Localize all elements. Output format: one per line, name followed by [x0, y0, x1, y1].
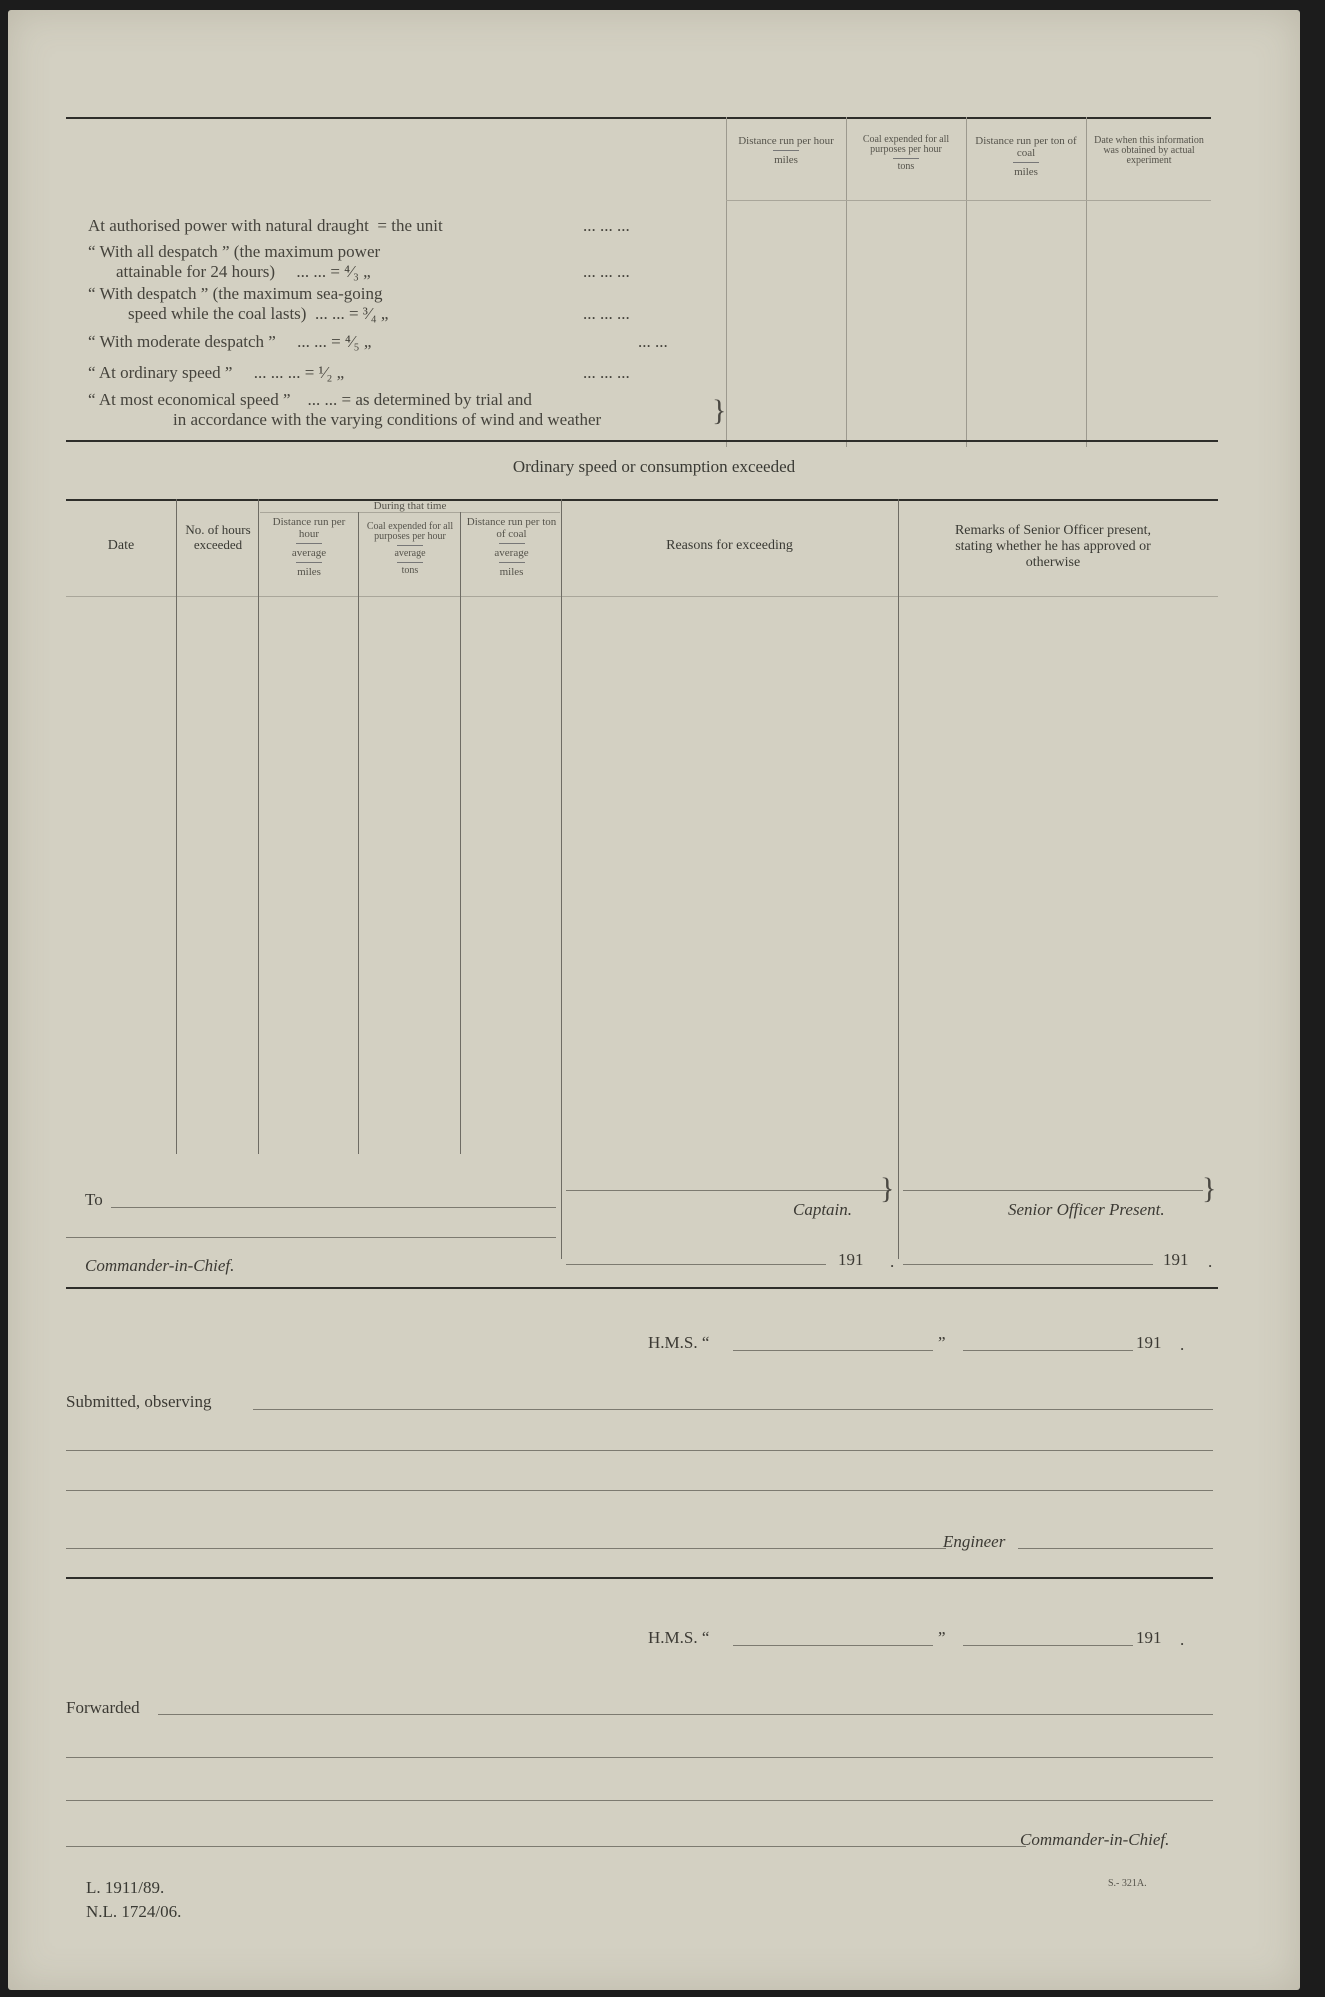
cinc-signature-field[interactable]: [66, 1846, 1026, 1847]
forwarded-field[interactable]: [158, 1714, 1213, 1715]
year: 191: [1136, 1628, 1162, 1647]
col-divider: [846, 117, 847, 447]
senior-officer-label: Senior Officer Present.: [1008, 1200, 1165, 1219]
to-field[interactable]: [111, 1207, 556, 1208]
speed-row-ordinary: “ At ordinary speed ” ... ... ... = ¹⁄₂ „: [88, 363, 345, 382]
col-divider: [460, 512, 461, 1154]
col-date: Date: [107, 538, 135, 553]
speed-row-economical: “ At most economical speed ” ... ... = as determined by trial and: [88, 390, 532, 409]
brace: }: [880, 1172, 895, 1205]
year: 191: [1136, 1333, 1162, 1352]
leader-dots: ... ... ...: [583, 363, 630, 382]
exceeded-bottom-rule: [66, 1287, 1218, 1289]
leader-dots: ... ... ...: [583, 216, 630, 235]
col-remarks: Remarks of Senior Officer present, stating whether he has approved or otherwise: [954, 523, 1152, 570]
speed-row-all-despatch-cont: attainable for 24 hours) ... ... = ⁴⁄₃ „: [116, 262, 371, 281]
col-divider: [898, 499, 899, 1259]
reference-2: N.L. 1724/06.: [86, 1902, 182, 1921]
col-reasons: Reasons for exceeding: [666, 538, 793, 553]
reference-1: L. 1911/89.: [86, 1878, 165, 1897]
header-date-obtained: Date when this information was obtained by actual experiment: [1094, 135, 1204, 166]
to-label: To: [85, 1190, 103, 1209]
section-title: Ordinary speed or consumption exceeded: [512, 457, 796, 476]
period: .: [1208, 1252, 1213, 1271]
period: .: [1180, 1335, 1185, 1354]
header-distance-per-ton: Distance run per ton of coal miles: [975, 135, 1077, 178]
form-page: [8, 10, 1300, 1990]
cinc-label: Commander-in-Chief.: [85, 1256, 235, 1275]
engineer-signature-field[interactable]: [66, 1548, 946, 1549]
leader-dots: ... ... ...: [583, 262, 630, 281]
col-per-ton-avg: Distance run per ton of coal average miles: [466, 516, 557, 578]
top-table-bottom-rule: [66, 440, 1218, 442]
period: .: [1180, 1630, 1185, 1649]
captain-label: Captain.: [793, 1200, 853, 1219]
col-divider: [966, 117, 967, 447]
col-coal-avg: Coal expended for all purposes per hour average tons: [366, 521, 454, 576]
forwarded-field-line-3[interactable]: [66, 1800, 1213, 1801]
captain-field[interactable]: [566, 1190, 891, 1191]
header-coal-per-hour: Coal expended for all purposes per hour tons: [862, 134, 950, 172]
header-distance-per-hour: Distance run per hour miles: [738, 135, 834, 166]
exceeded-top-rule: [66, 499, 1218, 501]
hms-label: H.M.S. “: [648, 1628, 710, 1647]
close-quote: ”: [938, 1333, 946, 1352]
senior-date-field[interactable]: [903, 1264, 1153, 1265]
brace: }: [712, 394, 727, 427]
ship-name-field[interactable]: [733, 1645, 933, 1646]
exceeded-header-underline: [66, 596, 1218, 597]
leader-dots: ... ...: [638, 332, 668, 351]
close-quote: ”: [938, 1628, 946, 1647]
to-field-line-2[interactable]: [66, 1237, 556, 1238]
speed-row-despatch-cont: speed while the coal lasts) ... ... = ³⁄₄ „: [128, 304, 389, 323]
col-divider: [561, 499, 562, 1259]
col-divider: [258, 499, 259, 1154]
brace: }: [1202, 1172, 1217, 1205]
speed-row-despatch: “ With despatch ” (the maximum sea-going: [88, 284, 383, 303]
ship-name-field[interactable]: [733, 1350, 933, 1351]
captain-year: 191: [838, 1250, 864, 1269]
form-number: S.- 321A.: [1108, 1878, 1147, 1889]
speed-row-moderate: “ With moderate despatch ” ... ... = ⁴⁄₅ „: [88, 332, 372, 351]
submitted-label: Submitted, observing: [66, 1392, 212, 1411]
observing-field-line-3[interactable]: [66, 1490, 1213, 1491]
speed-row-authorised: At authorised power with natural draught = the unit: [88, 216, 443, 235]
top-rule: [66, 117, 1211, 119]
speed-row-economical-cont: in accordance with the varying conditions of wind and weather: [173, 410, 602, 429]
col-divider: [176, 499, 177, 1154]
observing-field-line-2[interactable]: [66, 1450, 1213, 1451]
col-divider: [1086, 117, 1087, 447]
period: .: [890, 1252, 895, 1271]
date-field[interactable]: [963, 1645, 1133, 1646]
col-hours: No. of hours exceeded: [185, 522, 251, 552]
forwarded-field-line-2[interactable]: [66, 1757, 1213, 1758]
col-divider: [358, 512, 359, 1154]
group-header: During that time: [373, 500, 447, 512]
submission-bottom-rule: [66, 1577, 1213, 1579]
leader-dots: ... ... ...: [583, 304, 630, 323]
date-field[interactable]: [963, 1350, 1133, 1351]
cinc-label: Commander-in-Chief.: [1020, 1830, 1170, 1849]
senior-year: 191: [1163, 1250, 1189, 1269]
engineer-field-end: [1018, 1548, 1213, 1549]
forwarded-label: Forwarded: [66, 1698, 140, 1717]
group-underline: [260, 512, 560, 513]
header-underline: [726, 200, 1211, 201]
engineer-label: Engineer: [943, 1532, 1006, 1551]
senior-officer-field[interactable]: [903, 1190, 1203, 1191]
captain-date-field[interactable]: [566, 1264, 826, 1265]
observing-field[interactable]: [253, 1409, 1213, 1410]
hms-label: H.M.S. “: [648, 1333, 710, 1352]
col-distance-avg: Distance run per hour average miles: [272, 516, 346, 578]
speed-row-all-despatch: “ With all despatch ” (the maximum power: [88, 242, 381, 261]
